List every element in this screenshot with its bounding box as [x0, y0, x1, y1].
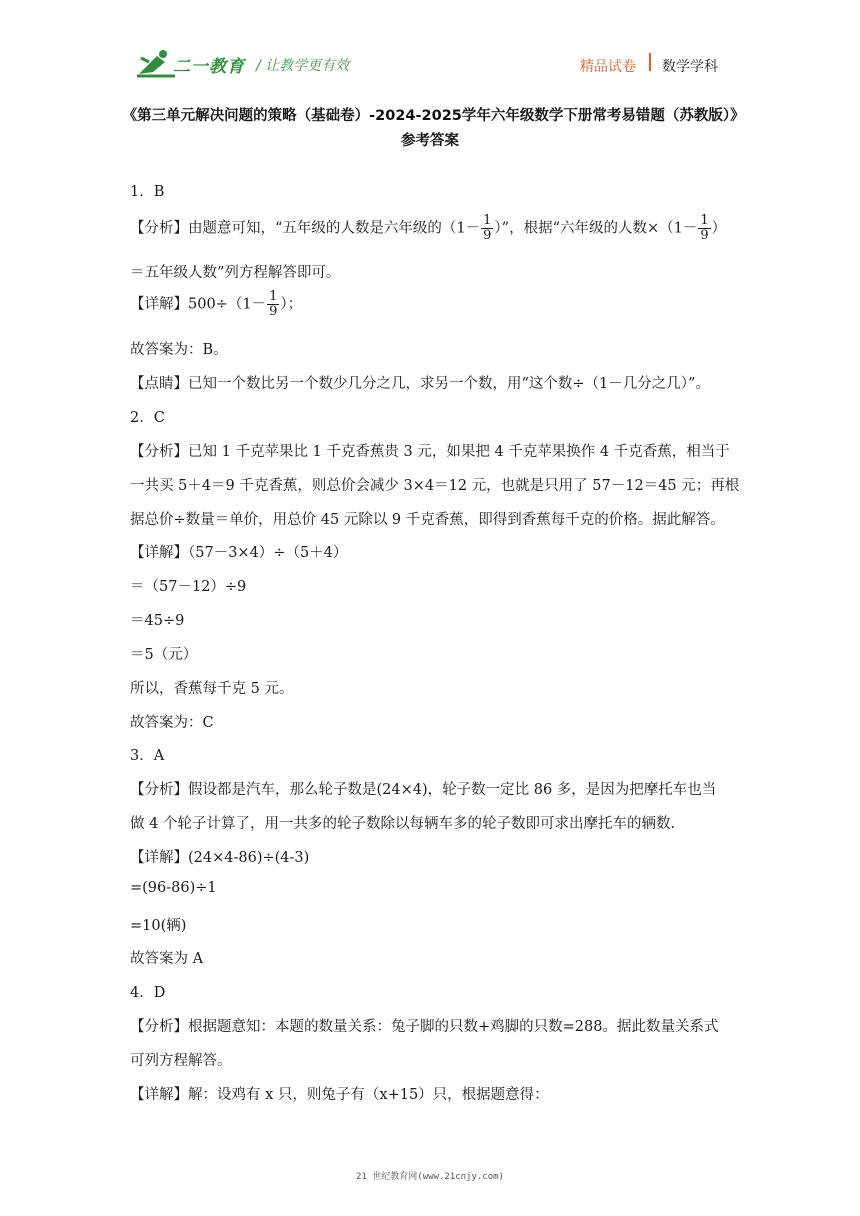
tag-subject: 数学学科 — [662, 59, 718, 75]
q3-number: 3．A — [130, 748, 165, 764]
q1-analysis-line2: ＝五年级人数”列方程解答即可。 — [130, 265, 341, 281]
q1-number: 1．B — [130, 184, 165, 200]
q2-conclusion: 所以，香蕉每千克 5 元。 — [130, 681, 294, 697]
q4-number: 4．D — [130, 985, 166, 1001]
q1-analysis-line1 — [130, 214, 726, 243]
q2-answer: 故答案为：C — [130, 715, 214, 731]
frac-denominator: 9 — [483, 228, 492, 243]
q1-detail-part-b: ）； — [280, 296, 303, 313]
frac-numerator: 1 — [700, 213, 709, 228]
slogan: / 让教学更有效 — [256, 58, 350, 74]
q3-detail-line1: 【详解】(24×4-86)÷(4-3) — [130, 850, 310, 866]
q2-analysis-line2: 一共买 5＋4＝9 千克香蕉，则总价会减少 3×4＝12 元，也就是只用了 57－12＝45 元；再根 — [130, 478, 740, 494]
q3-detail-line2: =(96-86)÷1 — [130, 880, 217, 896]
frac-numerator: 1 — [483, 213, 492, 228]
logo-text: 二一教育 — [173, 57, 245, 77]
frac-numerator: 1 — [269, 289, 278, 304]
q2-detail-line3: ＝45÷9 — [130, 613, 185, 629]
fraction-one-ninth — [481, 214, 493, 243]
q1-detail-part-a: 【详解】500÷（1－ — [130, 296, 267, 313]
q2-analysis-line1: 【分析】已知 1 千克苹果比 1 千克香蕉贵 3 元，如果把 4 千克苹果换作 4 千克香蕉，相当于 — [130, 444, 730, 460]
q2-detail-line4: ＝5（元） — [130, 647, 198, 663]
q3-detail-line3: =10(辆) — [130, 918, 187, 934]
q3-answer: 故答案为 A — [130, 951, 204, 967]
q2-detail-line1: 【详解】（57－3×4）÷（5＋4） — [130, 545, 348, 561]
q1-answer: 故答案为：B。 — [130, 342, 228, 358]
q3-analysis-line1: 【分析】假设都是汽车，那么轮子数是(24×4)，轮子数一定比 86 多，是因为把摩托车也当 — [130, 782, 717, 798]
q1-detail — [130, 290, 302, 319]
q4-analysis-line2: 可列方程解答。 — [130, 1053, 232, 1069]
fraction-one-ninth — [698, 214, 710, 243]
tag-divider — [649, 53, 651, 71]
q1-analysis-part-a: 【分析】由题意可知，“五年级的人数是六年级的（1－ — [130, 220, 481, 237]
document-title: 《第三单元解决问题的策略（基础卷）-2024-2025学年六年级数学下册常考易错题（苏教版）》参考答案 — [122, 108, 738, 149]
page-footer: 21 世纪教育网(www.21cnjy.com) — [356, 1172, 504, 1182]
page-header — [0, 0, 860, 100]
q2-detail-line2: ＝（57－12）÷9 — [130, 579, 247, 595]
q2-number: 2．C — [130, 410, 165, 426]
q2-analysis-line3: 据总价÷数量＝单价，用总价 45 元除以 9 千克香蕉，即得到香蕉每千克的价格。据此解答。 — [130, 512, 725, 528]
q1-comment: 【点睛】已知一个数比另一个数少几分之几，求另一个数，用“这个数÷（1－几分之几）”。 — [130, 376, 710, 392]
tag-premium-papers: 精品试卷 — [580, 59, 636, 75]
q1-analysis-part-b: ）”，根据“六年级的人数×（1－ — [494, 220, 698, 237]
frac-denominator: 9 — [269, 304, 278, 319]
q1-analysis-part-c: ） — [711, 220, 727, 237]
frac-denominator: 9 — [700, 228, 709, 243]
q4-detail-line1: 【详解】解：设鸡有 x 只，则兔子有（x+15）只，根据题意得： — [130, 1087, 549, 1103]
fraction-one-ninth — [267, 290, 279, 319]
q3-analysis-line2: 做 4 个轮子计算了，用一共多的轮子数除以每辆车多的轮子数即可求出摩托车的辆数. — [130, 816, 676, 832]
q4-analysis-line1: 【分析】根据题意知：本题的数量关系：兔子脚的只数+鸡脚的只数=288。据此数量关系式 — [130, 1019, 719, 1035]
